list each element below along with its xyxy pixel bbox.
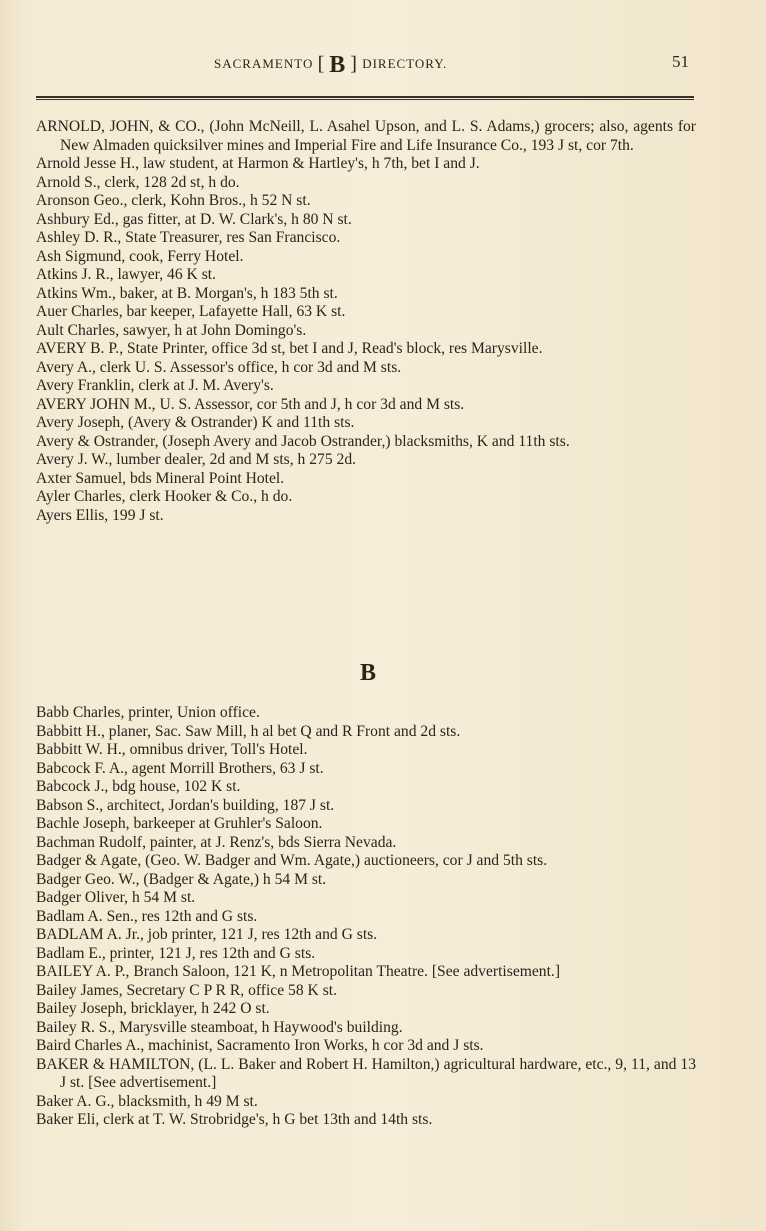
entries-b-section [36, 704, 696, 1130]
directory-entry: BADLAM A. Jr., job printer, 121 J, res 12th and G sts. [36, 926, 378, 943]
directory-entry: Badlam A. Sen., res 12th and G sts. [36, 907, 258, 925]
directory-entry: Ashley D. R., State Treasurer, res San Francisco. [36, 229, 341, 246]
directory-entry: Bailey R. S., Marysville steamboat, h Haywood's building. [36, 1018, 403, 1036]
page-number: 51 [672, 52, 689, 71]
directory-entry: Babcock F. A., agent Morrill Brothers, 63 J st. [36, 759, 324, 777]
directory-entry: Bachman Rudolf, painter, at J. Renz's, bds Sierra Nevada. [36, 833, 397, 851]
header-bracket-left: [ [317, 53, 326, 75]
directory-entry: Babson S., architect, Jordan's building, 187 J st. [36, 796, 335, 814]
directory-entry: Babbitt H., planer, Sac. Saw Mill, h al bet Q and R Front and 2d sts. [36, 722, 461, 740]
header-city: SACRAMENTO [214, 56, 314, 71]
directory-entry: BAKER & HAMILTON, (L. L. Baker and Robert H. Hamilton,) agricultural hardware, etc., 9, 11, and 13 J st. [See advertisement.] [36, 1055, 696, 1091]
directory-entry: Ayler Charles, clerk Hooker & Co., h do. [36, 488, 293, 505]
directory-entry: Baird Charles A., machinist, Sacramento Iron Works, h cor 3d and J sts. [36, 1037, 484, 1054]
directory-entry: Avery Franklin, clerk at J. M. Avery's. [36, 377, 274, 394]
directory-entry: AVERY JOHN M., U. S. Assessor, cor 5th and J, h cor 3d and M sts. [36, 395, 465, 413]
directory-entry: Axter Samuel, bds Mineral Point Hotel. [36, 469, 285, 487]
directory-entry: Bailey James, Secretary C P R R, office 58 K st. [36, 981, 337, 999]
header-title: DIRECTORY. [362, 56, 448, 71]
directory-entry: Atkins Wm., baker, at B. Morgan's, h 183 5th st. [36, 284, 338, 302]
directory-entry: Badger & Agate, (Geo. W. Badger and Wm. Agate,) auctioneers, cor J and 5th sts. [36, 852, 548, 869]
directory-entry: AVERY B. P., State Printer, office 3d st, bet I and J, Read's block, res Marysville. [36, 340, 543, 357]
header-rule [36, 96, 694, 100]
directory-entry: Arnold Jesse H., law student, at Harmon & Hartley's, h 7th, bet I and J. [36, 155, 480, 172]
directory-entry: Ashbury Ed., gas fitter, at D. W. Clark's, h 80 N st. [36, 210, 352, 228]
directory-entry: Babbitt W. H., omnibus driver, Toll's Hotel. [36, 741, 308, 758]
directory-entry: BAILEY A. P., Branch Saloon, 121 K, n Metropolitan Theatre. [See advertisement.] [36, 963, 561, 980]
directory-entry: Avery A., clerk U. S. Assessor's office, h cor 3d and M sts. [36, 358, 402, 376]
directory-entry: Aronson Geo., clerk, Kohn Bros., h 52 N st. [36, 192, 311, 209]
directory-entry: Babb Charles, printer, Union office. [36, 704, 260, 721]
directory-entry: Ault Charles, sawyer, h at John Domingo's. [36, 321, 307, 339]
directory-entry: Baker Eli, clerk at T. W. Strobridge's, h G bet 13th and 14th sts. [36, 1111, 433, 1128]
directory-entry: Avery Joseph, (Avery & Ostrander) K and 11th sts. [36, 414, 355, 431]
directory-entry: Avery J. W., lumber dealer, 2d and M sts, h 275 2d. [36, 451, 357, 468]
header-bracket-right: ] [350, 53, 358, 75]
directory-entry: Auer Charles, bar keeper, Lafayette Hall, 63 K st. [36, 303, 346, 320]
header-letter: B [329, 52, 347, 78]
entries-a-section [36, 118, 696, 525]
directory-entry: Ash Sigmund, cook, Ferry Hotel. [36, 247, 244, 265]
directory-entry: Avery & Ostrander, (Joseph Avery and Jacob Ostrander,) blacksmiths, K and 11th sts. [36, 432, 570, 450]
directory-entry: Arnold S., clerk, 128 2d st, h do. [36, 173, 240, 191]
directory-entry: Ayers Ellis, 199 J st. [36, 506, 164, 524]
running-header [214, 52, 514, 79]
directory-entry: Badlam E., printer, 121 J, res 12th and G sts. [36, 944, 316, 962]
directory-entry: Baker A. G., blacksmith, h 49 M st. [36, 1092, 258, 1110]
directory-entry: ARNOLD, JOHN, & CO., (John McNeill, L. Asahel Upson, and L. S. Adams,) grocers; also, agents for New Almaden quicksilver mines and Imperial Fire and Life Insurance Co., 193 J st, cor 7th. [36, 118, 696, 154]
directory-entry: Badger Oliver, h 54 M st. [36, 889, 196, 906]
section-letter-heading: B [359, 660, 376, 686]
directory-entry: Bachle Joseph, barkeeper at Gruhler's Saloon. [36, 815, 323, 832]
directory-entry: Babcock J., bdg house, 102 K st. [36, 778, 241, 795]
directory-entry: Badger Geo. W., (Badger & Agate,) h 54 M st. [36, 870, 327, 888]
directory-entry: Bailey Joseph, bricklayer, h 242 O st. [36, 1000, 270, 1017]
directory-entry: Atkins J. R., lawyer, 46 K st. [36, 266, 216, 283]
